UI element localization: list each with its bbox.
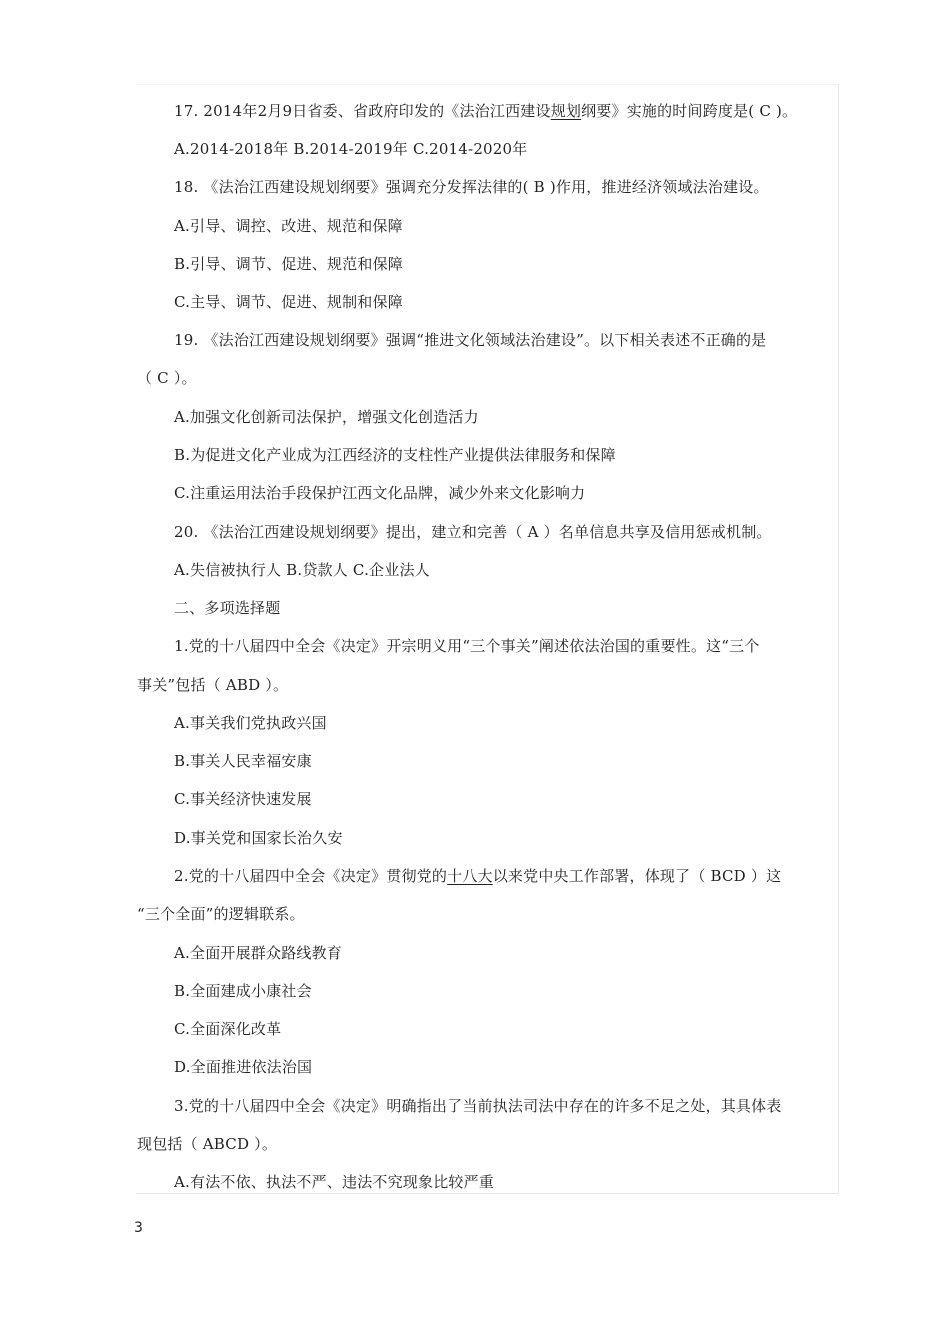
m3-option-a: A.有法不依、执法不严、违法不究现象比较严重 bbox=[174, 1173, 495, 1191]
q18-stem: 18. 《法治江西建设规划纲要》强调充分发挥法律的( B )作用，推进经济领域法治建设。 bbox=[174, 178, 769, 196]
q17-underlined-word: 规划 bbox=[550, 102, 582, 120]
m2-stem-line1 bbox=[174, 866, 781, 886]
q19-option-b: B.为促进文化产业成为江西经济的支柱性产业提供法律服务和保障 bbox=[174, 446, 616, 464]
m2-stem-line2: “三个全面”的逻辑联系。 bbox=[137, 905, 305, 923]
m2-option-d: D.全面推进依法治国 bbox=[174, 1058, 313, 1076]
q19-stem-line2: （ C ）。 bbox=[137, 369, 197, 387]
q17-stem-end: 纲要》实施的时间跨度是( C )。 bbox=[581, 102, 798, 120]
m2-stem-start: 2.党的十八届四中全会《决定》贯彻党的 bbox=[174, 867, 448, 885]
section-heading: 二、多项选择题 bbox=[174, 599, 281, 617]
m1-option-c: C.事关经济快速发展 bbox=[174, 790, 312, 808]
m1-option-b: B.事关人民幸福安康 bbox=[174, 752, 312, 770]
m2-option-a: A.全面开展群众路线教育 bbox=[174, 944, 343, 962]
q19-stem-line1: 19. 《法治江西建设规划纲要》强调“推进文化领域法治建设”。以下相关表述不正确的是 bbox=[174, 331, 767, 349]
q19-option-c: C.注重运用法治手段保护江西文化品牌，减少外来文化影响力 bbox=[174, 484, 586, 502]
m2-option-c: C.全面深化改革 bbox=[174, 1020, 282, 1038]
q19-option-a: A.加强文化创新司法保护，增强文化创造活力 bbox=[174, 408, 479, 426]
m1-stem-line2: 事关”包括（ ABD ）。 bbox=[137, 676, 289, 694]
q17-options: A.2014-2018年 B.2014-2019年 C.2014-2020年 bbox=[174, 140, 528, 158]
m2-underlined-word: 十八大 bbox=[447, 867, 493, 885]
q18-option-a: A.引导、调控、改进、规范和保障 bbox=[174, 217, 403, 235]
q20-stem: 20. 《法治江西建设规划纲要》提出，建立和完善（ A ）名单信息共享及信用惩戒机制。 bbox=[174, 523, 772, 541]
page-number: 3 bbox=[134, 1220, 143, 1236]
q18-option-c: C.主导、调节、促进、规制和保障 bbox=[174, 293, 403, 311]
q17-stem bbox=[174, 101, 797, 121]
q18-option-b: B.引导、调节、促进、规范和保障 bbox=[174, 255, 403, 273]
q17-stem-start: 17. 2014年2月9日省委、省政府印发的《法治江西建设 bbox=[174, 102, 551, 120]
m3-stem-line1: 3.党的十八届四中全会《决定》明确指出了当前执法司法中存在的许多不足之处，其具体表 bbox=[174, 1097, 782, 1115]
m1-stem-line1: 1.党的十八届四中全会《决定》开宗明义用“三个事关”阐述依法治国的重要性。这“三个 bbox=[174, 637, 760, 655]
m2-stem-end: 以来党中央工作部署，体现了（ BCD ）这 bbox=[492, 867, 782, 885]
m1-option-d: D.事关党和国家长治久安 bbox=[174, 829, 343, 847]
q20-options: A.失信被执行人 B.贷款人 C.企业法人 bbox=[174, 561, 430, 579]
m2-option-b: B.全面建成小康社会 bbox=[174, 982, 312, 1000]
m3-stem-line2: 现包括（ ABCD ）。 bbox=[137, 1135, 278, 1153]
m1-option-a: A.事关我们党执政兴国 bbox=[174, 714, 327, 732]
